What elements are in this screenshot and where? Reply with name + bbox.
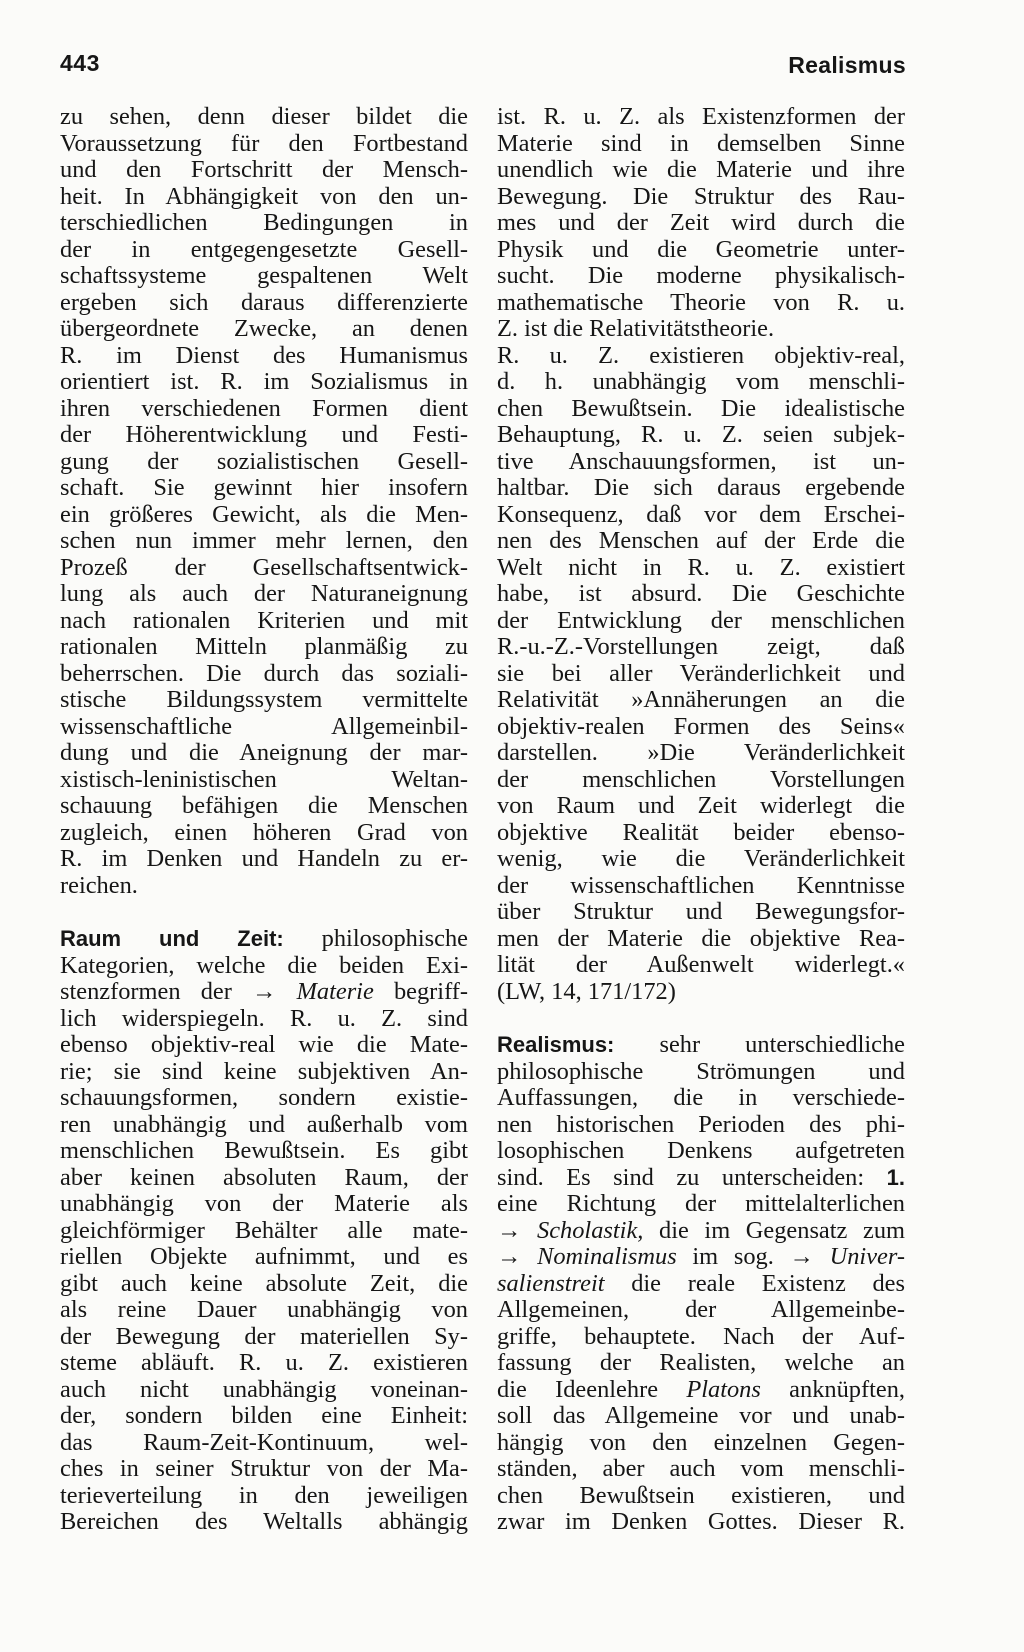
text-line: ist. R. u. Z. als Existenzformen der [497,103,905,130]
text-fragment: philosophische [283,925,468,952]
text-fragment: stenzformen der [60,978,253,1005]
text-line: zwar im Denken Gottes. Dieser R. [497,1508,905,1535]
text-line: dung und die Aneignung der mar- [60,739,468,766]
text-line: haltbar. Die sich daraus ergebende [497,474,905,501]
text-line: xistisch-leninistischen Weltan- [60,765,468,793]
text-line: der Höherentwicklung und Festi- [60,421,468,448]
text-fragment: sehr unterschiedliche [614,1031,905,1058]
text-line: der Entwicklung der menschlichen [497,606,905,634]
arrow-icon: → [252,978,277,1005]
text-line: Relativität »Annäherungen an die [497,686,905,713]
text-line: Materie sind in demselben Sinne [497,129,905,157]
text-line: ein größeres Gewicht, als die Men- [60,500,468,528]
text-line: d. h. unabhängig vom menschli- [497,368,905,395]
text-line: stische Bildungssystem vermittelte [60,686,468,713]
text-line: lität der Außenwelt widerlegt.« [497,951,905,978]
arrow-icon: → [497,1216,522,1244]
text-line: fassung der Realisten, welche an [497,1349,905,1376]
text-line: wissenschaftliche Allgemeinbil- [60,712,468,740]
arrow-icon: → [789,1243,814,1270]
text-line: steme abläuft. R. u. Z. existieren [60,1349,468,1376]
text-line: heit. In Abhängigkeit von den un- [60,182,468,210]
text-line: gibt auch keine absolute Zeit, die [60,1269,468,1297]
text-line: ständen, aber auch vom menschli- [497,1455,905,1482]
text-line: Bereichen des Weltalls abhängig [60,1508,468,1535]
text-line: nen historischen Perioden des phi- [497,1110,905,1138]
text-line: rie; sie sind keine subjektiven An- [60,1057,468,1085]
text-line: losophischen Denkens aufgetreten [497,1137,905,1164]
text-line: Voraussetzung für den Fortbestand [60,129,468,157]
page-header [0,50,1024,90]
text-line: mes und der Zeit wird durch die [497,209,905,236]
text-line: ergeben sich daraus differenzierte [60,288,468,316]
text-line: übergeordnete Zwecke, an denen [60,315,468,342]
cross-reference-platons[interactable]: Platons [686,1375,761,1403]
text-line: tive Anschauungsformen, ist un- [497,447,905,475]
page-number: 443 [60,50,100,76]
text-line: schaft. Sie gewinnt hier insofern [60,474,468,501]
text-line: lung als auch der Naturaneignung [60,580,468,607]
text-line: Bewegung. Die Struktur des Rau- [497,182,905,210]
text-line: Physik und die Geometrie unter- [497,235,905,263]
text-line: eine Richtung der mittelalterlichen [497,1190,905,1217]
text-line: schen nun immer mehr lernen, den [60,527,468,554]
text-line: beherrschen. Die durch das soziali- [60,659,468,687]
text-line: lich widerspiegeln. R. u. Z. sind [60,1004,468,1032]
text-line: der wissenschaftlichen Kenntnisse [497,871,905,899]
left-column [60,104,468,1536]
text-fragment: sind. Es sind zu unterscheiden: [497,1163,887,1191]
text-line: Prozeß der Gesellschaftsentwick- [60,553,468,581]
text-line: zu sehen, denn dieser bildet die [60,103,468,130]
text-line: soll das Allgemeine vor und unab- [497,1402,905,1429]
cross-reference-universalienstreit-cont[interactable]: salienstreit [497,1269,605,1297]
text-line: auch nicht unabhängig voneinan- [60,1375,468,1403]
text-line: der Bewegung der materiellen Sy- [60,1322,468,1350]
text-line: chen Bewußtsein existieren, und [497,1481,905,1509]
text-fragment: die reale Existenz des [604,1269,905,1297]
text-line: terieverteilung in den jeweiligen [60,1481,468,1509]
text-line: objektiv-realen Formen des Seins« [497,712,905,740]
text-line: Behauptung, R. u. Z. seien subjek- [497,421,905,448]
text-line: nach rationalen Kriterien und mit [60,606,468,634]
text-line: sucht. Die moderne physikalisch- [497,262,905,289]
text-line: R.-u.-Z.-Vorstellungen zeigt, daß [497,633,905,660]
text-line: der, sondern bilden eine Einheit: [60,1402,468,1429]
text-line: ebenso objektiv-real wie die Mate- [60,1031,468,1058]
running-head: Realismus [788,52,906,78]
text-line: R. im Denken und Handeln zu er- [60,845,468,872]
text-fragment: die Ideenlehre [497,1375,687,1403]
text-line: gung der sozialistischen Gesell- [60,447,468,475]
text-fragment: die im Gegensatz zum [643,1216,905,1244]
text-line: ren unabhängig und außerhalb vom [60,1110,468,1138]
text-line: R. u. Z. existieren objektiv-real, [497,341,905,369]
cross-reference-universalienstreit[interactable]: Univer- [829,1243,905,1270]
text-line: Konsequenz, daß vor dem Erschei- [497,500,905,528]
entry-term: Raum und Zeit: [60,926,284,951]
continued-entry-text [60,104,468,899]
text-line: schauungsformen, sondern existie- [60,1084,468,1111]
text-line: das Raum-Zeit-Kontinuum, wel- [60,1428,468,1456]
text-line: der menschlichen Vorstellungen [497,765,905,793]
cross-reference-materie[interactable]: Materie [296,978,374,1005]
entry-raum-und-zeit-continued [497,104,905,1005]
text-line: griffe, behauptete. Nach der Auf- [497,1322,905,1350]
text-line: und den Fortschritt der Mensch- [60,156,468,183]
text-line: hängig von den einzelnen Gegen- [497,1428,905,1456]
text-line: Allgemeinen, der Allgemeinbe- [497,1296,905,1323]
text-fragment: begriff- [373,978,468,1005]
text-line: rationalen Mitteln planmäßig zu [60,633,468,660]
text-line: als reine Dauer unabhängig von [60,1296,468,1323]
text-line: men der Materie die objektive Rea- [497,924,905,952]
cross-reference-scholastik[interactable]: Scholastik, [537,1216,644,1244]
text-line: Welt nicht in R. u. Z. existiert [497,553,905,581]
text-line: Auffassungen, die in verschiede- [497,1084,905,1111]
text-line: darstellen. »Die Veränderlichkeit [497,739,905,766]
entry-realismus [497,1032,905,1536]
text-line: unabhängig von der Materie als [60,1190,468,1217]
entry-term: Realismus: [497,1032,615,1057]
text-line: mathematische Theorie von R. u. [497,288,905,316]
text-line: Z. ist die Relativitätstheorie. [497,315,775,342]
text-line: R. im Dienst des Humanismus [60,341,468,369]
text-line: riellen Objekte aufnimmt, und es [60,1243,468,1270]
text-line: habe, ist absurd. Die Geschichte [497,580,905,607]
text-line: ches in seiner Struktur von der Ma- [60,1455,468,1482]
text-line: orientiert ist. R. im Sozialismus in [60,368,468,395]
arrow-icon: → [497,1243,522,1270]
text-line: menschlichen Bewußtsein. Es gibt [60,1137,468,1164]
text-fragment: im sog. [676,1243,790,1270]
text-line: reichen. [60,871,138,899]
text-line: unendlich wie die Materie und ihre [497,156,905,183]
text-line: philosophische Strömungen und [497,1057,905,1085]
text-line: schaftssysteme gespaltenen Welt [60,262,468,289]
text-line: aber keinen absoluten Raum, der [60,1163,468,1191]
cross-reference-nominalismus[interactable]: Nominalismus [537,1243,677,1270]
text-line: chen Bewußtsein. Die idealistische [497,394,905,422]
text-line: über Struktur und Bewegungsfor- [497,898,905,925]
enumeration-number: 1. [886,1164,905,1190]
text-line: terschiedlichen Bedingungen in [60,209,468,236]
text-line: nen des Menschen auf der Erde die [497,527,905,554]
text-line: zugleich, einen höheren Grad von [60,818,468,846]
text-fragment: anknüpften, [760,1375,906,1403]
text-line: Kategorien, welche die beiden Exi- [60,951,468,979]
citation: (LW, 14, 171/172) [497,977,676,1005]
text-line: schauung befähigen die Menschen [60,792,468,819]
entry-raum-und-zeit [60,926,468,1536]
text-line: von Raum und Zeit widerlegt die [497,792,905,819]
text-line: objektive Realität beider ebenso- [497,818,905,846]
text-line: ihren verschiedenen Formen dient [60,394,468,422]
text-line: gleichförmiger Behälter alle mate- [60,1216,468,1244]
right-column [497,104,905,1536]
text-line: der in entgegengesetzte Gesell- [60,235,468,263]
text-line: wenig, wie die Veränderlichkeit [497,845,905,872]
text-line: sie bei aller Veränderlichkeit und [497,659,905,687]
